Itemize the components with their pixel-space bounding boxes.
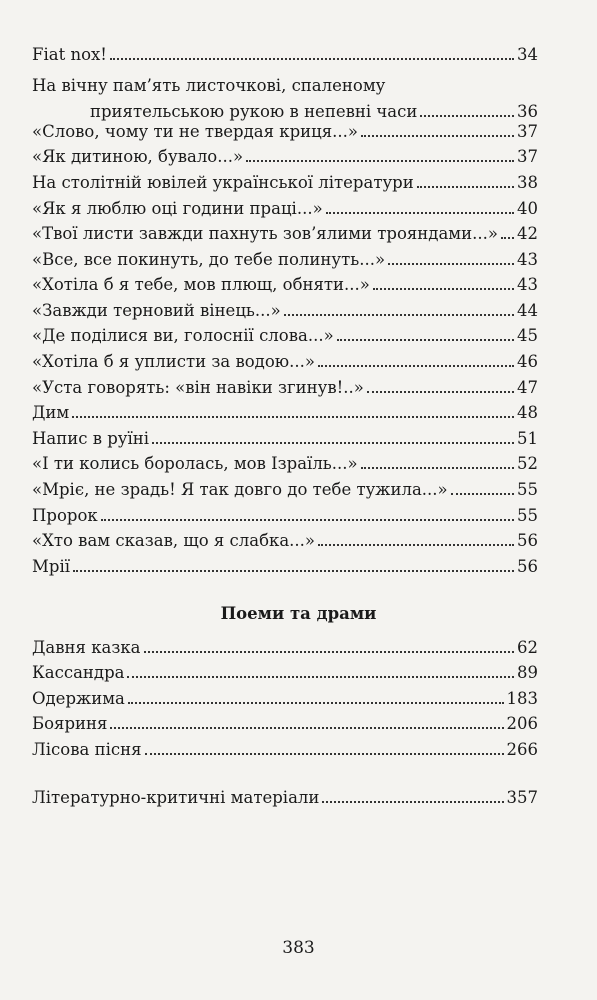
entry-title: Лісова пісня (32, 740, 142, 759)
entry-page: 47 (517, 378, 538, 397)
entry-title: «Хотіла б я тебе, мов плющ, обняти...» (32, 275, 370, 294)
toc-entry (32, 325, 538, 347)
entry-page: 206 (506, 714, 538, 733)
entry-page: 62 (517, 638, 538, 657)
toc-entry (32, 713, 538, 735)
entry-page: 52 (517, 454, 538, 473)
entry-page: 48 (517, 403, 538, 422)
dot-leader (373, 288, 514, 290)
entry-page: 36 (517, 102, 538, 121)
dot-leader (420, 115, 514, 117)
dot-leader (451, 493, 514, 495)
toc-entry (32, 530, 538, 552)
dot-leader (152, 442, 514, 444)
toc-entry (32, 428, 538, 450)
entry-title: «Як дитиною, бувало...» (32, 147, 244, 166)
entry-title: «Хто вам сказав, що я слабка...» (32, 531, 316, 550)
entry-title: «І ти колись боролась, мов Ізраїль...» (32, 454, 358, 473)
entry-title-line2: приятельською рукою в непевні часи (90, 102, 418, 121)
toc-entry (32, 146, 538, 168)
toc-entry (32, 479, 538, 501)
entry-title: Дим (32, 403, 70, 422)
entry-title: Літературно-критичні матеріали (32, 788, 320, 807)
entry-page: 37 (517, 147, 538, 166)
toc-entry (32, 453, 538, 475)
entry-title: «Все, все покинуть, до тебе полинуть...» (32, 250, 386, 269)
dot-leader (501, 237, 514, 239)
entry-title: Кассандра (32, 663, 125, 682)
dot-leader (322, 801, 503, 803)
dot-leader (110, 58, 514, 60)
toc-entry (32, 637, 538, 659)
entry-title: «Де поділися ви, голоснії слова...» (32, 326, 334, 345)
entry-title: «Хотіла б я уплисти за водою...» (32, 352, 315, 371)
entry-title: Одержима (32, 689, 125, 708)
toc-entry (32, 662, 538, 684)
entry-title: Fiat nox! (32, 45, 107, 64)
dot-leader (145, 753, 504, 755)
entry-page: 46 (517, 352, 538, 371)
entry-title: Бояриня (32, 714, 108, 733)
entry-title-line1: На вічну пам’ять листочкові, спаленому (32, 76, 386, 95)
entry-page: 44 (517, 301, 538, 320)
entry-page: 42 (517, 224, 538, 243)
toc-entry (32, 223, 538, 245)
dot-leader (101, 519, 514, 521)
toc-entry (32, 351, 538, 373)
dot-leader (144, 651, 515, 653)
entry-page: 89 (517, 663, 538, 682)
entry-title: Мрії (32, 557, 71, 576)
entry-page: 45 (517, 326, 538, 345)
toc-entry (32, 274, 538, 296)
entry-title: Давня казка (32, 638, 141, 657)
toc-entry (32, 44, 538, 66)
toc-entry (32, 402, 538, 424)
toc-entry (32, 172, 538, 194)
toc-entry (32, 739, 538, 761)
entry-page: 55 (517, 480, 538, 499)
entry-title: «Слово, чому ти не твердая криця...» (32, 122, 358, 141)
entry-page: 357 (506, 788, 538, 807)
dot-leader (417, 186, 514, 188)
toc-entry (32, 688, 538, 710)
toc-entry (32, 300, 538, 322)
dot-leader (127, 676, 514, 678)
entry-page: 43 (517, 250, 538, 269)
dot-leader (388, 263, 514, 265)
entry-page: 55 (517, 506, 538, 525)
entry-title: «Мріє, не зрадь! Я так довго до тебе тужила...» (32, 480, 448, 499)
toc-entry (32, 198, 538, 220)
entry-page: 51 (517, 429, 538, 448)
dot-leader (128, 702, 504, 704)
page-number: 383 (282, 938, 315, 958)
dot-leader (326, 212, 514, 214)
entry-title: На столітній ювілей української літератури (32, 173, 414, 192)
toc-entry (32, 377, 538, 399)
entry-page: 43 (517, 275, 538, 294)
toc-entry (32, 75, 538, 123)
toc-entry (32, 787, 538, 809)
entry-title: «Як я люблю оці години праці...» (32, 199, 323, 218)
dot-leader (361, 467, 514, 469)
dot-leader (367, 391, 514, 393)
entry-page: 183 (506, 689, 538, 708)
entry-title: Пророк (32, 506, 98, 525)
dot-leader (110, 727, 503, 729)
entry-title: «Завжди терновий вінець...» (32, 301, 281, 320)
section-heading: Поеми та драми (220, 604, 377, 623)
dot-leader (361, 135, 514, 137)
dot-leader (73, 570, 514, 572)
toc-entry (32, 249, 538, 271)
entry-title: Напис в руїні (32, 429, 150, 448)
entry-page: 56 (517, 557, 538, 576)
dot-leader (337, 339, 514, 341)
toc-entry (32, 121, 538, 143)
dot-leader (318, 365, 514, 367)
entry-page: 40 (517, 199, 538, 218)
dot-leader (72, 416, 514, 418)
entry-page: 34 (517, 45, 538, 64)
toc-entry (32, 505, 538, 527)
dot-leader (284, 314, 514, 316)
entry-title: «Уста говорять: «він навіки згинув!..» (32, 378, 364, 397)
dot-leader (246, 160, 514, 162)
entry-page: 38 (517, 173, 538, 192)
entry-page: 37 (517, 122, 538, 141)
entry-page: 266 (506, 740, 538, 759)
entry-title: «Твої листи завжди пахнуть зов’ялими трояндами...» (32, 224, 498, 243)
entry-page: 56 (517, 531, 538, 550)
toc-entry (32, 556, 538, 578)
dot-leader (318, 544, 514, 546)
